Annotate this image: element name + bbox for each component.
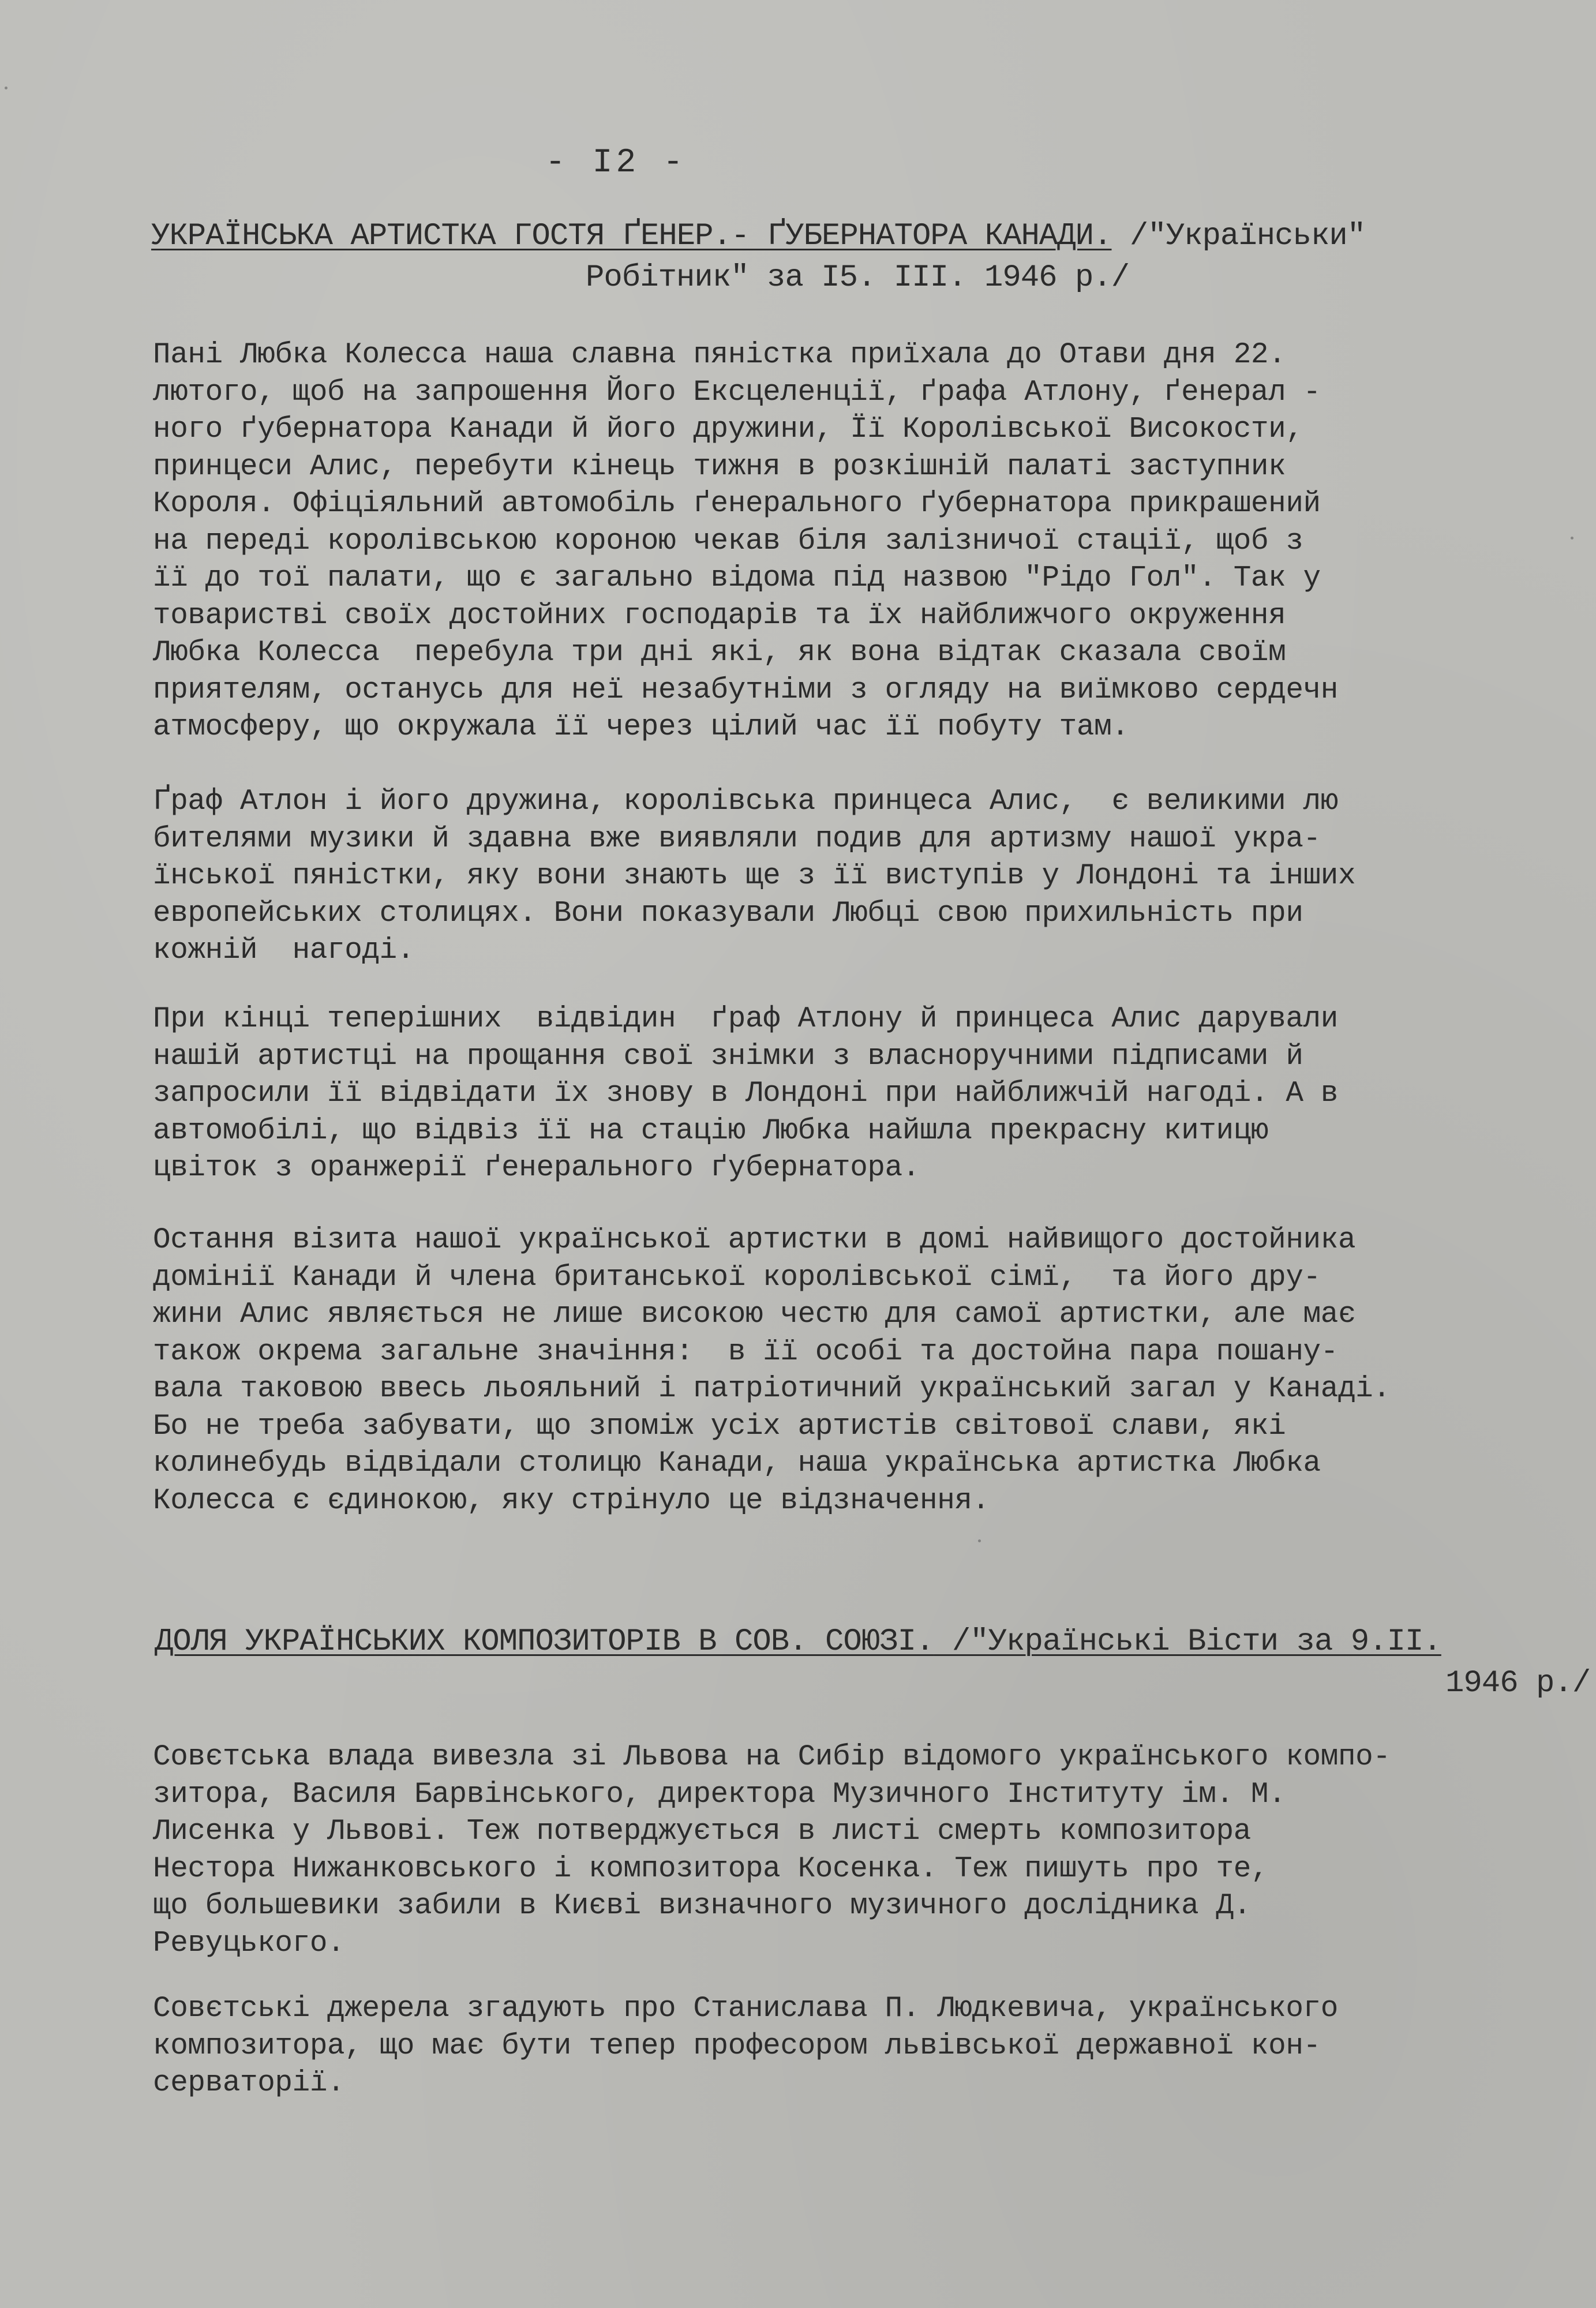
text-line: жини Алис являється не лише високою честю для самої артистки, але має [153,1298,1356,1331]
article2-heading-source: /"Українські Вісти за 9.II. [934,1624,1441,1659]
text-line: Ґраф Атлон і його дружина, королівська принцеса Алис, є великими лю [153,785,1338,818]
text-line: бителями музики й здавна вже виявляли подив для артизму нашої укра- [153,822,1321,856]
text-line: Остання візита нашої української артистки в домі найвищого достойника [153,1224,1356,1257]
article2-heading-line1 [155,1620,1441,1664]
article1-heading-line1 [151,215,1365,258]
text-line: товаристві своїх достойних господарів та їх найближчого окруження [153,599,1286,632]
text-line: її до тої палати, що є загально відома під назвою "Рідо Гол". Так у [153,562,1321,595]
text-line: При кінці теперішних відвідин ґраф Атлону й принцеса Алис дарували [153,1003,1338,1036]
text-line: Лисенка у Львові. Теж потверджується в листі смерть композитора [153,1815,1251,1848]
text-line: Колесса є єдинокою, яку стрінуло це відзначення. [153,1484,990,1518]
text-line: їнської пяністки, яку вони знають ще з її виступів у Лондоні та інших [153,860,1356,893]
text-line: ного ґубернатора Канади й його дружини, Її Королівської Високости, [153,413,1303,446]
scan-speck [5,87,8,89]
text-line: зитора, Василя Барвінського, директора Музичного Інституту ім. М. [153,1778,1286,1811]
text-line: кожній нагоді. [153,934,415,967]
text-line: Короля. Офіціяльний автомобіль ґенерального ґубернатора прикрашений [153,488,1321,520]
text-line: автомобілі, що відвіз її на стацію Любка найшла прекрасну китицю [153,1114,1269,1148]
article1-paragraph-4 [153,1222,1567,1520]
text-line: на переді королівською короною чекав біля залізничої стації, щоб з [153,524,1303,558]
text-line: колинебудь відвідали столицю Канади, наша українська артистка Любка [153,1447,1321,1480]
text-line: серваторії. [153,2067,345,2100]
article2-paragraph-2 [153,1991,1567,2103]
text-line: Совєтська влада вивезла зі Львова на Сибір відомого українського компо- [153,1741,1391,1774]
text-line: Любка Колесса перебула три дні які, як вона відтак сказала своїм [153,636,1286,669]
article1-heading-line2: Робітник" за I5. III. 1946 р./ [586,260,1130,295]
text-line: домінії Канади й члена британської королівської сімї, та його дру- [153,1261,1321,1294]
text-line: цвіток з оранжерії ґенерального ґубернатора. [153,1152,920,1185]
text-line: нашій артистці на прощання свої знімки з власноручними підписами й [153,1040,1303,1073]
article2-heading-line2: 1946 р./ [1445,1666,1591,1701]
text-line: принцеси Алис, перебути кінець тижня в розкішній палаті заступник [153,450,1286,484]
text-line: Совєтські джерела згадують про Станислава П. Людкевича, українського [153,1992,1338,2025]
text-line: Нестора Нижанковського і композитора Косенка. Теж пишуть про те, [153,1852,1269,1886]
text-line: Бо не треба забувати, що зпоміж усіх артистів світової слави, які [153,1410,1286,1443]
article1-paragraph-1 [153,337,1567,747]
text-line: лютого, щоб на запрошення Його Ексцеленції, ґрафа Атлону, ґенерал - [153,376,1321,409]
scan-speck [978,1539,981,1542]
text-line: атмосферу, що окружала її через цілий час її побуту там. [153,711,1129,744]
text-line: Пані Любка Колесса наша славна пяністка приїхала до Отави дня 22. [153,339,1286,372]
article1-paragraph-3 [153,1001,1567,1187]
text-line: приятелям, останусь для неї незабутніми з огляду на виїмково сердечн [153,673,1338,707]
text-line: композитора, що має бути тепер професором львівської державної кон- [153,2029,1321,2063]
scan-speck [1571,537,1573,539]
article1-heading-source: /"Українськи" [1111,219,1366,254]
text-line: запросили її відвідати їх знову в Лондоні при найближчій нагоді. А в [153,1077,1338,1110]
page-number: - I2 - [545,144,687,182]
text-line: европейських столицях. Вони показували Любці свою прихильність при [153,897,1303,930]
text-line: Ревуцького. [153,1927,345,1960]
article2-paragraph-1 [153,1739,1567,1962]
article2-heading-title: ДОЛЯ УКРАЇНСЬКИХ КОМПОЗИТОРІВ В СОВ. СОЮЗІ. [155,1624,934,1659]
article1-paragraph-2 [153,784,1567,970]
article1-heading-title: УКРАЇНСЬКА АРТИСТКА ГОСТЯ ҐЕНЕР.- ҐУБЕРНАТОРА КАНАДИ. [151,219,1112,254]
text-line: вала таковою ввесь льояльний і патріотичний український загал у Канаді. [153,1373,1391,1406]
text-line: також окрема загальне значіння: в її особі та достойна пара пошану- [153,1335,1338,1369]
text-line: що большевики забили в Києві визначного музичного дослідника Д. [153,1890,1251,1923]
